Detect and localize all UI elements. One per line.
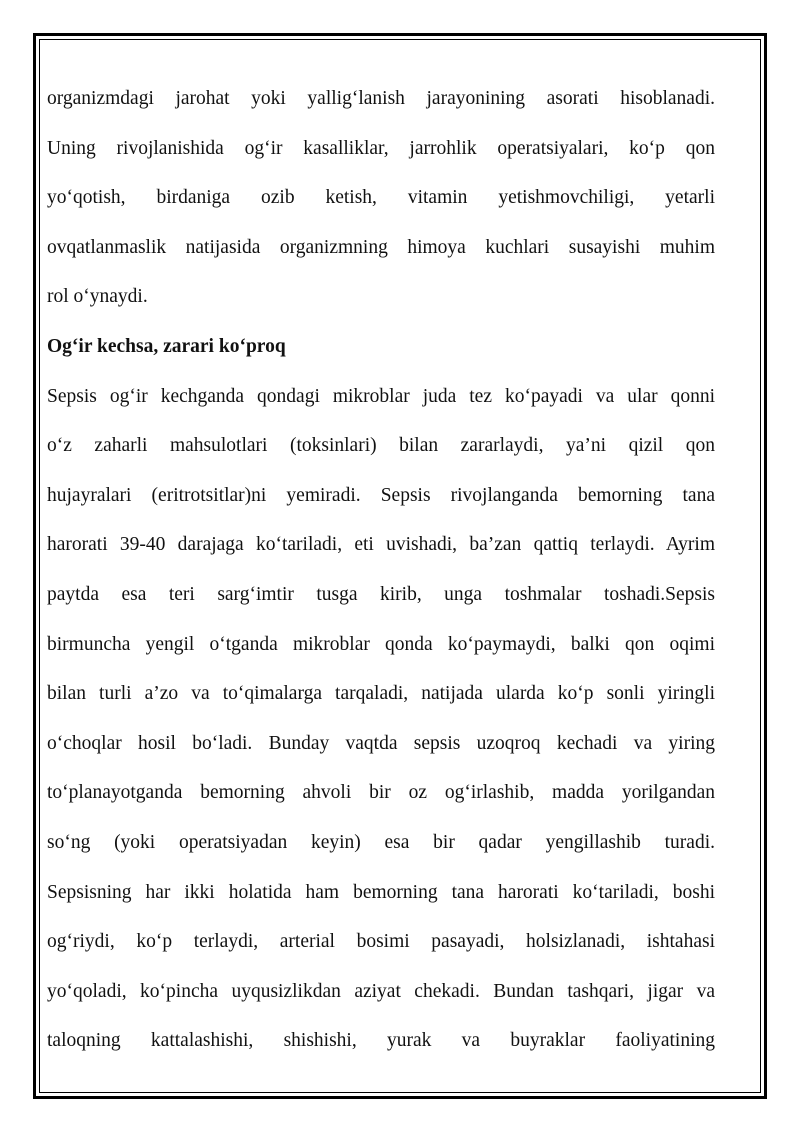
text-line: Uning rivojlanishida og‘ir kasalliklar, jarrohlik operatsiyalari, ko‘p qon xyxy=(47,137,715,159)
text-line: so‘ng (yoki operatsiyadan keyin) esa bir qadar yengillashib turadi. xyxy=(47,831,715,853)
text-line: yo‘qoladi, ko‘pincha uyqusizlikdan aziyat chekadi. Bundan tashqari, jigar va xyxy=(47,980,715,1002)
text-line: Sepsis og‘ir kechganda qondagi mikroblar juda tez ko‘payadi va ular qonni xyxy=(47,385,715,407)
text-line: o‘choqlar hosil bo‘ladi. Bunday vaqtda sepsis uzoqroq kechadi va yiring xyxy=(47,732,715,754)
section-heading: Og‘ir kechsa, zarari ko‘proq xyxy=(47,335,286,357)
text-line: ovqatlanmaslik natijasida organizmning himoya kuchlari susayishi muhim xyxy=(47,236,715,258)
text-line: to‘planayotganda bemorning ahvoli bir oz og‘irlashib, madda yorilgandan xyxy=(47,782,715,804)
text-line: birmuncha yengil o‘tganda mikroblar qonda ko‘paymaydi, balki qon oqimi xyxy=(47,633,715,655)
text-line: taloqning kattalashishi, shishishi, yurak va buyraklar faoliyatining xyxy=(47,1030,715,1052)
text-line: o‘z zaharli mahsulotlari (toksinlari) bilan zararlaydi, ya’ni qizil qon xyxy=(47,435,715,457)
text-line: og‘riydi, ko‘p terlaydi, arterial bosimi pasayadi, holsizlanadi, ishtahasi xyxy=(47,931,715,953)
text-line: paytda esa teri sarg‘imtir tusga kirib, unga toshmalar toshadi.Sepsis xyxy=(47,583,715,605)
text-line: bilan turli a’zo va to‘qimalarga tarqaladi, natijada ularda ko‘p sonli yiringli xyxy=(47,683,715,705)
text-line: rol o‘ynaydi. xyxy=(47,286,148,308)
text-line: Sepsisning har ikki holatida ham bemorning tana harorati ko‘tariladi, boshi xyxy=(47,881,715,903)
document-body xyxy=(47,74,715,1066)
text-line: yo‘qotish, birdaniga ozib ketish, vitamin yetishmovchiligi, yetarli xyxy=(47,187,715,209)
text-line: hujayralari (eritrotsitlar)ni yemiradi. Sepsis rivojlanganda bemorning tana xyxy=(47,484,715,506)
text-line: harorati 39-40 darajaga ko‘tariladi, eti uvishadi, ba’zan qattiq terlaydi. Ayrim xyxy=(47,534,715,556)
text-line: organizmdagi jarohat yoki yallig‘lanish jarayonining asorati hisoblanadi. xyxy=(47,88,715,109)
